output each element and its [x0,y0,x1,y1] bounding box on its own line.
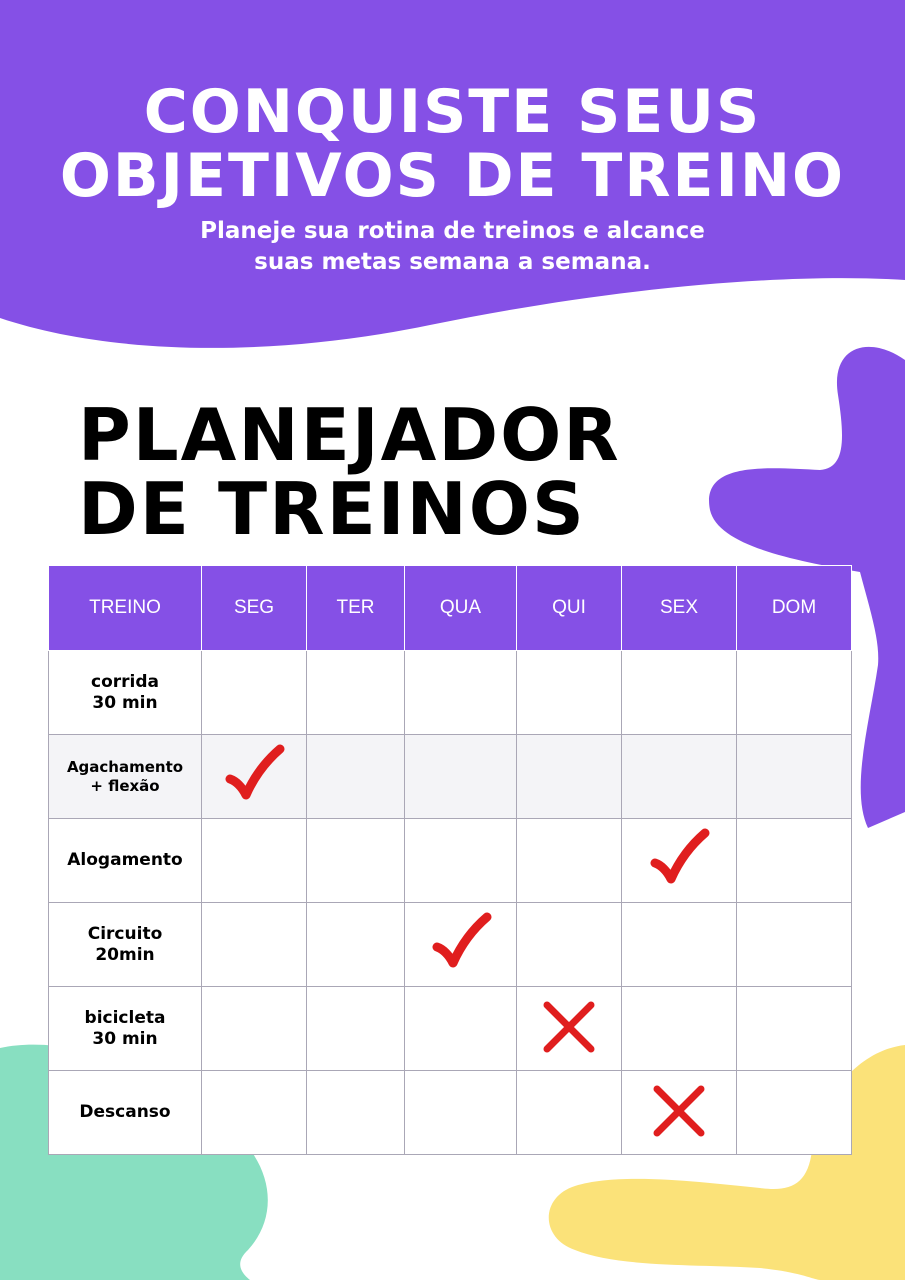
check-icon [222,743,286,807]
exercise-name [49,987,202,1071]
day-cell[interactable] [202,819,307,903]
day-cell[interactable] [307,903,405,987]
cross-icon [647,1079,711,1143]
headline [0,77,905,211]
header-row [49,566,852,651]
headline-line: OBJETIVOS DE TREINO [59,141,846,211]
day-cell[interactable] [202,987,307,1071]
day-cell[interactable] [405,1071,517,1155]
table-row [49,987,852,1071]
table-row [49,819,852,903]
column-header-sex: SEX [622,566,737,651]
exercise-name-line: 30 min [92,692,158,713]
day-cell[interactable] [307,651,405,735]
day-cell[interactable] [202,903,307,987]
day-cell[interactable] [307,735,405,819]
day-cell[interactable] [517,651,622,735]
day-cell[interactable] [405,987,517,1071]
exercise-name [49,903,202,987]
subtitle [173,216,733,278]
day-cell[interactable] [307,987,405,1071]
table-row [49,1071,852,1155]
day-cell[interactable] [622,1071,737,1155]
day-cell[interactable] [622,651,737,735]
day-cell[interactable] [405,735,517,819]
day-cell[interactable] [622,987,737,1071]
day-cell[interactable] [622,735,737,819]
exercise-name-line: bicicleta [84,1007,166,1028]
day-cell[interactable] [622,903,737,987]
subtitle-line: Planeje sua rotina de treinos e alcance [200,218,705,244]
planner-title-line: DE TREINOS [78,467,586,551]
day-cell[interactable] [737,735,852,819]
planner-table [48,565,852,1155]
table-row [49,903,852,987]
day-cell[interactable] [737,1071,852,1155]
day-cell[interactable] [307,819,405,903]
check-icon [429,911,493,975]
day-cell[interactable] [202,735,307,819]
header [0,77,905,278]
day-cell[interactable] [517,819,622,903]
day-cell[interactable] [405,903,517,987]
exercise-name-line: Agachamento [66,757,184,776]
day-cell[interactable] [307,1071,405,1155]
day-cell[interactable] [517,1071,622,1155]
exercise-name-line: 20min [95,944,155,965]
day-cell[interactable] [517,903,622,987]
exercise-name-line: + flexão [90,776,160,795]
day-cell[interactable] [737,987,852,1071]
day-cell[interactable] [622,819,737,903]
exercise-name-line: 30 min [92,1028,158,1049]
column-header-qui: QUI [517,566,622,651]
exercise-name-line: Descanso [79,1102,171,1122]
exercise-name-line: corrida [91,671,159,692]
day-cell[interactable] [737,903,852,987]
day-cell[interactable] [202,1071,307,1155]
exercise-name-line: Circuito [87,923,163,944]
exercise-name [49,819,202,903]
day-cell[interactable] [405,651,517,735]
exercise-name [49,651,202,735]
column-header-qua: QUA [405,566,517,651]
check-icon [647,827,711,891]
day-cell[interactable] [517,735,622,819]
table-row [49,651,852,735]
column-header-seg: SEG [202,566,307,651]
exercise-name-line: Alogamento [67,850,183,870]
exercise-name [49,1071,202,1155]
day-cell[interactable] [737,651,852,735]
headline-line: CONQUISTE SEUS [143,77,762,147]
day-cell[interactable] [737,819,852,903]
day-cell[interactable] [405,819,517,903]
day-cell[interactable] [202,651,307,735]
column-header-treino: TREINO [49,566,202,651]
table-row [49,735,852,819]
planner-title [78,393,621,551]
column-header-ter: TER [307,566,405,651]
cross-icon [537,995,601,1059]
column-header-dom: DOM [737,566,852,651]
exercise-name [49,735,202,819]
subtitle-line: suas metas semana a semana. [254,249,651,275]
planner-title-line: PLANEJADOR [78,393,621,477]
day-cell[interactable] [517,987,622,1071]
